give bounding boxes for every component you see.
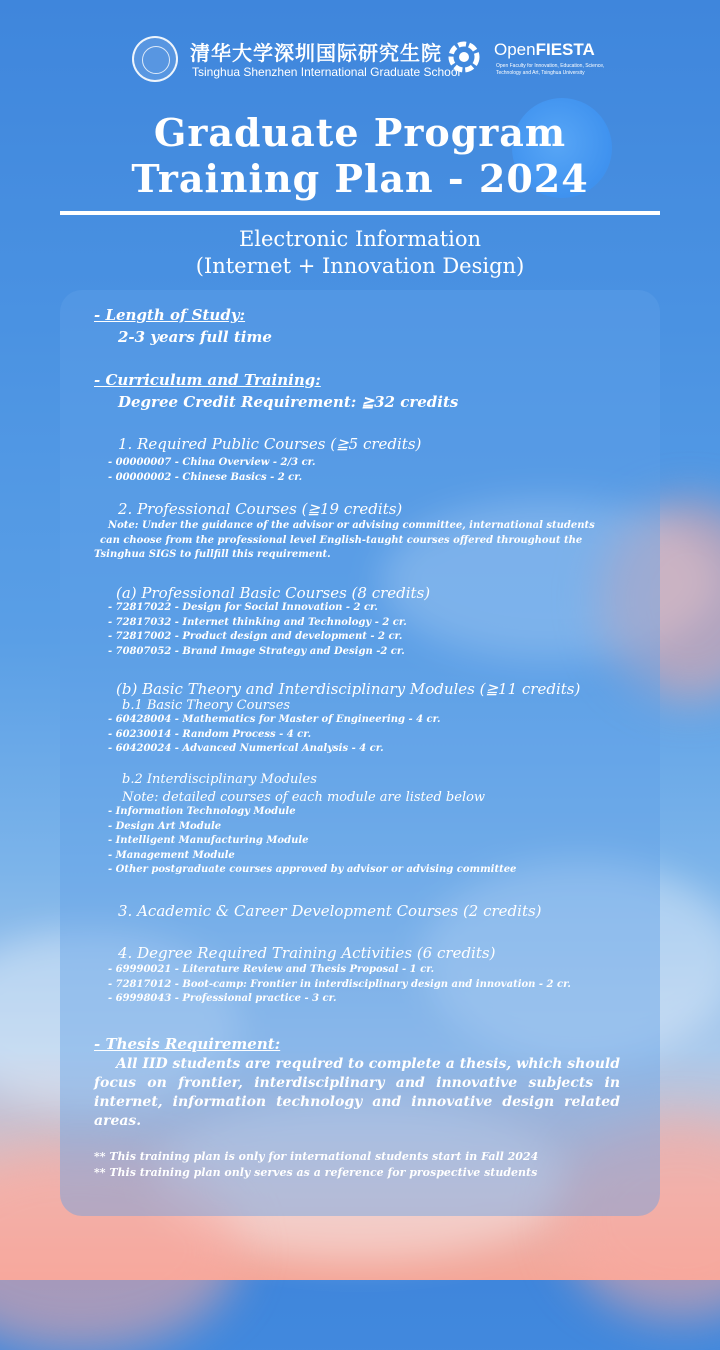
- module-item: - Intelligent Manufacturing Module: [108, 835, 309, 846]
- course-item: - 72817002 - Product design and development - 2 cr.: [108, 631, 403, 642]
- title-line-1: Graduate Program: [153, 110, 567, 155]
- course-item: - 72817032 - Internet thinking and Technology - 2 cr.: [108, 617, 407, 628]
- professional-courses-heading: 2. Professional Courses (≧19 credits): [118, 500, 403, 518]
- openfiesta-logo-icon: [444, 37, 484, 77]
- course-item: - 60230014 - Random Process - 4 cr.: [108, 729, 312, 740]
- curriculum-credit: Degree Credit Requirement: ≧32 credits: [118, 393, 459, 411]
- course-item: - 60428004 - Mathematics for Master of Engineering - 4 cr.: [108, 714, 441, 725]
- academic-heading: 3. Academic & Career Development Courses (2 credits): [118, 902, 542, 920]
- subtitle-line-1: Electronic Information: [238, 227, 482, 251]
- openfiesta-name: OpenFIESTA: [494, 40, 595, 59]
- basic-theory-heading: b.1 Basic Theory Courses: [122, 698, 291, 713]
- tsinghua-seal-icon: [132, 36, 178, 82]
- basic-courses-heading: (a) Professional Basic Courses (8 credits): [116, 584, 431, 602]
- professional-note: can choose from the professional level English-taught courses offered throughout the: [100, 535, 583, 546]
- page-title: [0, 110, 720, 202]
- interdisciplinary-note: Note: detailed courses of each module are listed below: [122, 790, 486, 805]
- subtitle-line-2: (Internet + Innovation Design): [195, 254, 525, 278]
- professional-note: Tsinghua SIGS to fullfill this requirement.: [94, 549, 331, 560]
- module-item: - Information Technology Module: [108, 806, 296, 817]
- module-item: - Design Art Module: [108, 821, 222, 832]
- openfiesta-subtitle: Open Faculty for Innovation, Education, Science, Technology and Art, Tsinghua University: [496, 63, 605, 76]
- course-item: - 69990021 - Literature Review and Thesis Proposal - 1 cr.: [108, 964, 435, 975]
- program-subtitle: [0, 226, 720, 280]
- module-item: - Management Module: [108, 850, 235, 861]
- length-value: 2-3 years full time: [118, 328, 272, 346]
- course-item: - 00000007 - China Overview - 2/3 cr.: [108, 457, 316, 468]
- interdisciplinary-heading: b.2 Interdisciplinary Modules: [122, 772, 317, 787]
- footnote: ** This training plan only serves as a reference for prospective students: [94, 1166, 538, 1179]
- length-heading: - Length of Study:: [94, 306, 246, 324]
- public-courses-heading: 1. Required Public Courses (≧5 credits): [118, 435, 422, 453]
- footnote: ** This training plan is only for international students start in Fall 2024: [94, 1150, 539, 1163]
- course-item: - 70807052 - Brand Image Strategy and Design -2 cr.: [108, 646, 405, 657]
- module-item: - Other postgraduate courses approved by advisor or advising committee: [108, 864, 517, 875]
- theory-heading: (b) Basic Theory and Interdisciplinary Modules (≧11 credits): [116, 680, 581, 698]
- thesis-text: All IID students are required to complete a thesis, which should focus on frontier, interdisciplinary and innovative subjects in internet, information technology and innovative design related areas.: [94, 1056, 620, 1129]
- logo-header: [0, 34, 720, 86]
- title-divider: [60, 211, 660, 215]
- course-item: - 60420024 - Advanced Numerical Analysis - 4 cr.: [108, 743, 384, 754]
- title-line-2: Training Plan - 2024: [131, 156, 589, 201]
- tsinghua-english-name: Tsinghua Shenzhen International Graduate School: [192, 65, 461, 79]
- thesis-heading: - Thesis Requirement:: [94, 1035, 281, 1053]
- professional-note: Note: Under the guidance of the advisor or advising committee, international students: [108, 520, 595, 531]
- tsinghua-chinese-name: 清华大学深圳国际研究生院: [190, 41, 442, 65]
- course-item: - 72817022 - Design for Social Innovation - 2 cr.: [108, 602, 378, 613]
- course-item: - 72817012 - Boot-camp: Frontier in interdisciplinary design and innovation - 2 cr.: [108, 979, 571, 990]
- course-item: - 00000002 - Chinese Basics - 2 cr.: [108, 472, 303, 483]
- curriculum-heading: - Curriculum and Training:: [94, 371, 321, 389]
- course-item: - 69998043 - Professional practice - 3 cr.: [108, 993, 337, 1004]
- training-heading: 4. Degree Required Training Activities (6 credits): [118, 944, 496, 962]
